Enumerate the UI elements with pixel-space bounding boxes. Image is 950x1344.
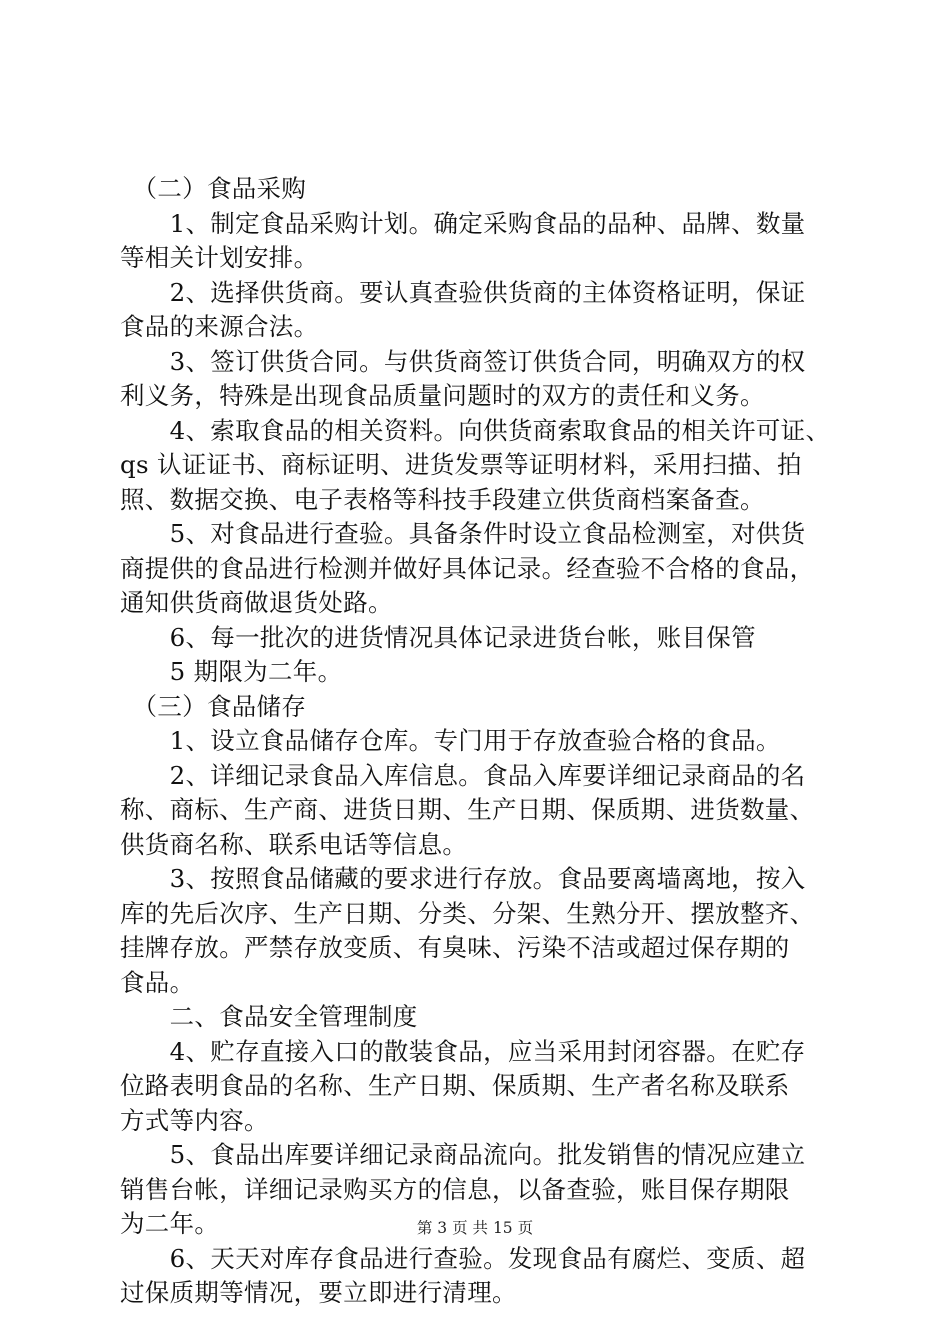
text-line: 2、选择供货商。要认真查验供货商的主体资格证明，保证 [120,277,806,307]
text-line: 销售台帐，详细记录购买方的信息，以备查验，账目保存期限 [120,1174,790,1204]
text-line: 库的先后次序、生产日期、分类、分架、生熟分开、摆放整齐、 [120,898,815,928]
text-line: 过保质期等情况，要立即进行清理。 [120,1278,517,1307]
text-line: 位路表明食品的名称、生产日期、保质期、生产者名称及联系 [120,1071,790,1100]
text-line: （二）食品采购 [120,174,307,203]
text-line: 2、详细记录食品入库信息。食品入库要详细记录商品的名 [120,760,806,790]
text-line: 食品。 [120,967,195,997]
text-line: （三）食品储存 [120,691,307,721]
text-line: 挂牌存放。严禁存放变质、有臭味、污染不洁或超过保存期的 [120,933,790,962]
text-line: 1、设立食品储存仓库。专门用于存放查验合格的食品。 [120,726,781,755]
text-line: 6、每一批次的进货情况具体记录进货台帐，账目保管 [120,622,756,652]
text-line: 利义务，特殊是出现食品质量问题时的双方的责任和义务。 [120,381,765,410]
document-body [120,172,840,1311]
text-line: 5 期限为二年。 [120,657,343,686]
text-line: qs 认证证书、商标证明、进货发票等证明材料，采用扫描、拍 [120,450,802,479]
page-number-label: 第 3 页 共 15 页 [416,1219,534,1237]
text-line: 二、食品安全管理制度 [120,1002,418,1031]
text-line: 1、制定食品采购计划。确定采购食品的品种、品牌、数量 [120,208,806,238]
text-line: 3、按照食品储藏的要求进行存放。食品要离墙离地，按入 [120,864,806,893]
text-line: 3、签订供货合同。与供货商签订供货合同，明确双方的权 [120,346,806,376]
text-line: 等相关计划安排。 [120,243,319,272]
text-line: 通知供货商做退货处路。 [120,588,393,617]
text-line: 方式等内容。 [120,1105,269,1135]
text-line: 4、贮存直接入口的散装食品，应当采用封闭容器。在贮存 [120,1036,806,1066]
text-line: 食品的来源合法。 [120,312,319,341]
page-footer [0,1216,950,1238]
text-line: 为二年。 [120,1209,220,1238]
text-line: 4、索取食品的相关资料。向供货商索取食品的相关许可证、 [120,415,831,445]
text-line: 6、天天对库存食品进行查验。发现食品有腐烂、变质、超 [120,1243,806,1273]
text-line: 5、食品出库要详细记录商品流向。批发销售的情况应建立 [120,1140,806,1169]
text-line: 照、数据交换、电子表格等科技手段建立供货商档案备查。 [120,484,765,514]
text-line: 5、对食品进行查验。具备条件时设立食品检测室，对供货 [120,519,806,548]
text-line: 供货商名称、联系电话等信息。 [120,829,468,859]
text-line: 称、商标、生产商、进货日期、生产日期、保质期、进货数量、 [120,795,815,824]
text-line: 商提供的食品进行检测并做好具体记录。经查验不合格的食品， [120,553,815,583]
